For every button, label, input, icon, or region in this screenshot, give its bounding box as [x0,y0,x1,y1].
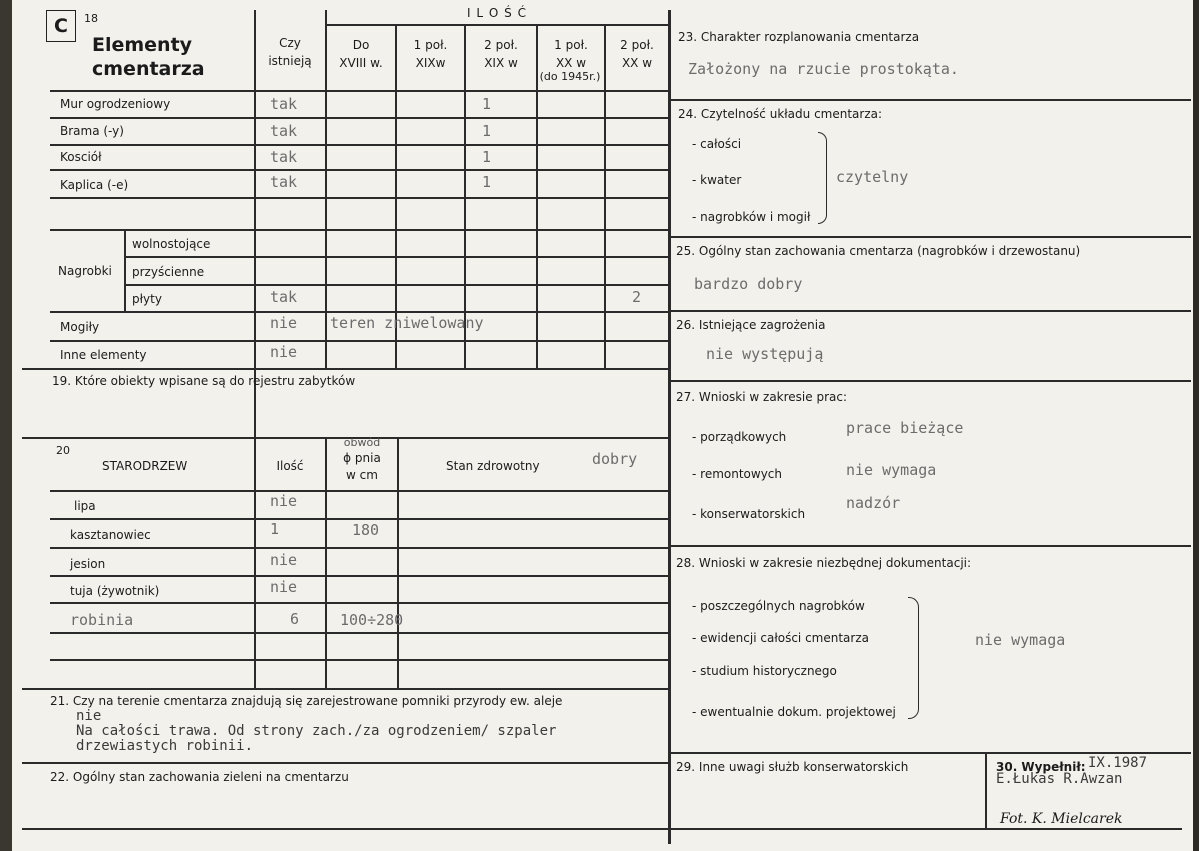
row-exists: tak [270,122,298,140]
page-title-line1: Elementy [92,34,193,56]
inne-label: Inne elementy [60,348,147,362]
card-number: 18 [84,12,98,25]
q21-note1: Na całości trawa. Od strony zach./za ogrodzeniem/ szpaler [76,723,557,739]
q25-answer: bardzo dobry [694,275,803,293]
tree-qty: nie [270,578,298,596]
q27-value: nie wymaga [846,461,937,479]
col-c2-a: 1 poł. [413,38,448,52]
row-label: Mur ogrodzeniowy [60,97,171,111]
q25-label: 25. Ogólny stan zachowania cmentarza (nagrobków i drzewostanu) [676,244,1081,258]
tree-name: jesion [70,557,106,571]
col-exists-1: Czy [279,36,301,50]
q22-label: 22. Ogólny stan zachowania zieleni na cmentarzu [50,770,349,784]
q19-label: 19. Które obiekty wpisane są do rejestru zabytków [52,374,356,388]
row-label: Brama (-y) [60,124,124,138]
trees-number: 20 [56,444,70,457]
row-c3: 1 [482,122,492,140]
q27-value: prace bieżące [846,419,964,437]
col-c3-b: XIX w [484,56,518,70]
trees-state-value: dobry [592,450,638,468]
q28-item: - ewentualnie dokum. projektowej [692,705,896,719]
q24-brace [818,132,827,224]
q24-answer: czytelny [836,168,909,186]
tree-qty: nie [270,551,298,569]
trees-header-state: Stan zdrowotny [446,459,540,473]
trees-header-girth: obwód [343,436,381,449]
trees-header-qty: Ilość [276,459,304,473]
q29-label: 29. Inne uwagi służb konserwatorskich [676,760,909,774]
q28-item: - studium historycznego [692,664,837,678]
col-exists-2: istnieją [268,54,312,68]
q21-note2: drzewiastych robinii. [76,738,254,754]
tree-name: robinia [70,611,134,629]
trees-header-name: STARODRZEW [102,459,188,473]
q21-label: 21. Czy na terenie cmentarza znajdują się zarejestrowane pomniki przyrody ew. aleje [50,694,563,708]
nagrobki-sub: płyty [132,292,162,306]
col-c2-b: XIXw [415,56,446,70]
q28-item: - poszczególnych nagrobków [692,599,865,613]
nagrobki-sub: przyścienne [132,265,205,279]
col-c5-a: 2 poł. [620,38,654,52]
tree-girth: 100÷280 [340,611,404,629]
col-quantity: I L O Ś Ć [467,6,527,20]
mogily-exists: nie [270,314,298,332]
col-c5-b: XX w [621,56,653,70]
trees-header-girth: w cm [346,468,378,482]
q27-item: - remontowych [692,467,782,481]
nagrobki-label: Nagrobki [58,264,112,278]
q28-brace [908,597,919,719]
page-title-line2: cmentarza [92,58,205,80]
plyty-c5: 2 [632,288,642,306]
col-c1-b: XVIII w. [339,56,383,70]
tree-name: tuja (żywotnik) [70,584,160,598]
col-c3-a: 2 poł. [484,38,518,52]
row-c3: 1 [482,148,492,166]
q28-answer: nie wymaga [975,631,1066,649]
row-exists: tak [270,148,298,166]
q24-item: - nagrobków i mogił [692,210,811,224]
q27-item: - konserwatorskich [692,507,806,521]
tree-qty: nie [270,492,298,510]
tree-name: kasztanowiec [70,528,151,542]
trees-header-girth: ϕ pnia [343,451,381,465]
q24-item: - całości [692,137,742,151]
col-c4-b: XX w [555,56,587,70]
mogily-note: teren zniwelowany [330,314,484,332]
row-c3: 1 [482,173,492,191]
q26-label: 26. Istniejące zagrożenia [676,318,826,332]
q24-item: - kwater [692,173,742,187]
row-c3: 1 [482,95,492,113]
tree-name: lipa [74,499,96,513]
q28-item: - ewidencji całości cmentarza [692,631,869,645]
row-exists: tak [270,95,298,113]
q27-label: 27. Wnioski w zakresie prac: [676,390,848,404]
col-c4-c: (do 1945r.) [539,70,601,83]
q30-date: IX.1987 [1088,755,1148,771]
q21-answer: nie [76,708,102,724]
q24-label: 24. Czytelność układu cmentarza: [678,107,883,121]
q23-answer: Założony na rzucie prostokąta. [688,60,959,78]
q30-label: 30. Wypełnił: [996,760,1086,774]
q23-label: 23. Charakter rozplanowania cmentarza [678,30,920,44]
q28-label: 28. Wnioski w zakresie niezbędnej dokumentacji: [676,556,972,570]
card-letter-box [46,10,76,42]
row-exists: tak [270,173,298,191]
q27-item: - porządkowych [692,430,787,444]
tree-qty: 6 [290,610,300,628]
q27-value: nadzór [846,494,901,512]
photo-credit: Fot. K. Mielcarek [1000,811,1123,827]
col-c1-a: Do [352,38,370,52]
q30-names: E.Łukas R.Awzan [996,771,1123,787]
tree-qty: 1 [270,520,280,538]
row-label: Kaplica (-e) [60,178,129,192]
nagrobki-sub: wolnostojące [132,237,211,251]
row-label: Kosciół [60,150,102,164]
tree-girth: 180 [352,521,380,539]
q26-answer: nie występują [706,345,824,363]
col-c4-a: 1 poł. [554,38,588,52]
plyty-exists: tak [270,288,298,306]
mogily-label: Mogiły [60,320,100,334]
card-letter: C [54,15,68,37]
inne-exists: nie [270,343,298,361]
